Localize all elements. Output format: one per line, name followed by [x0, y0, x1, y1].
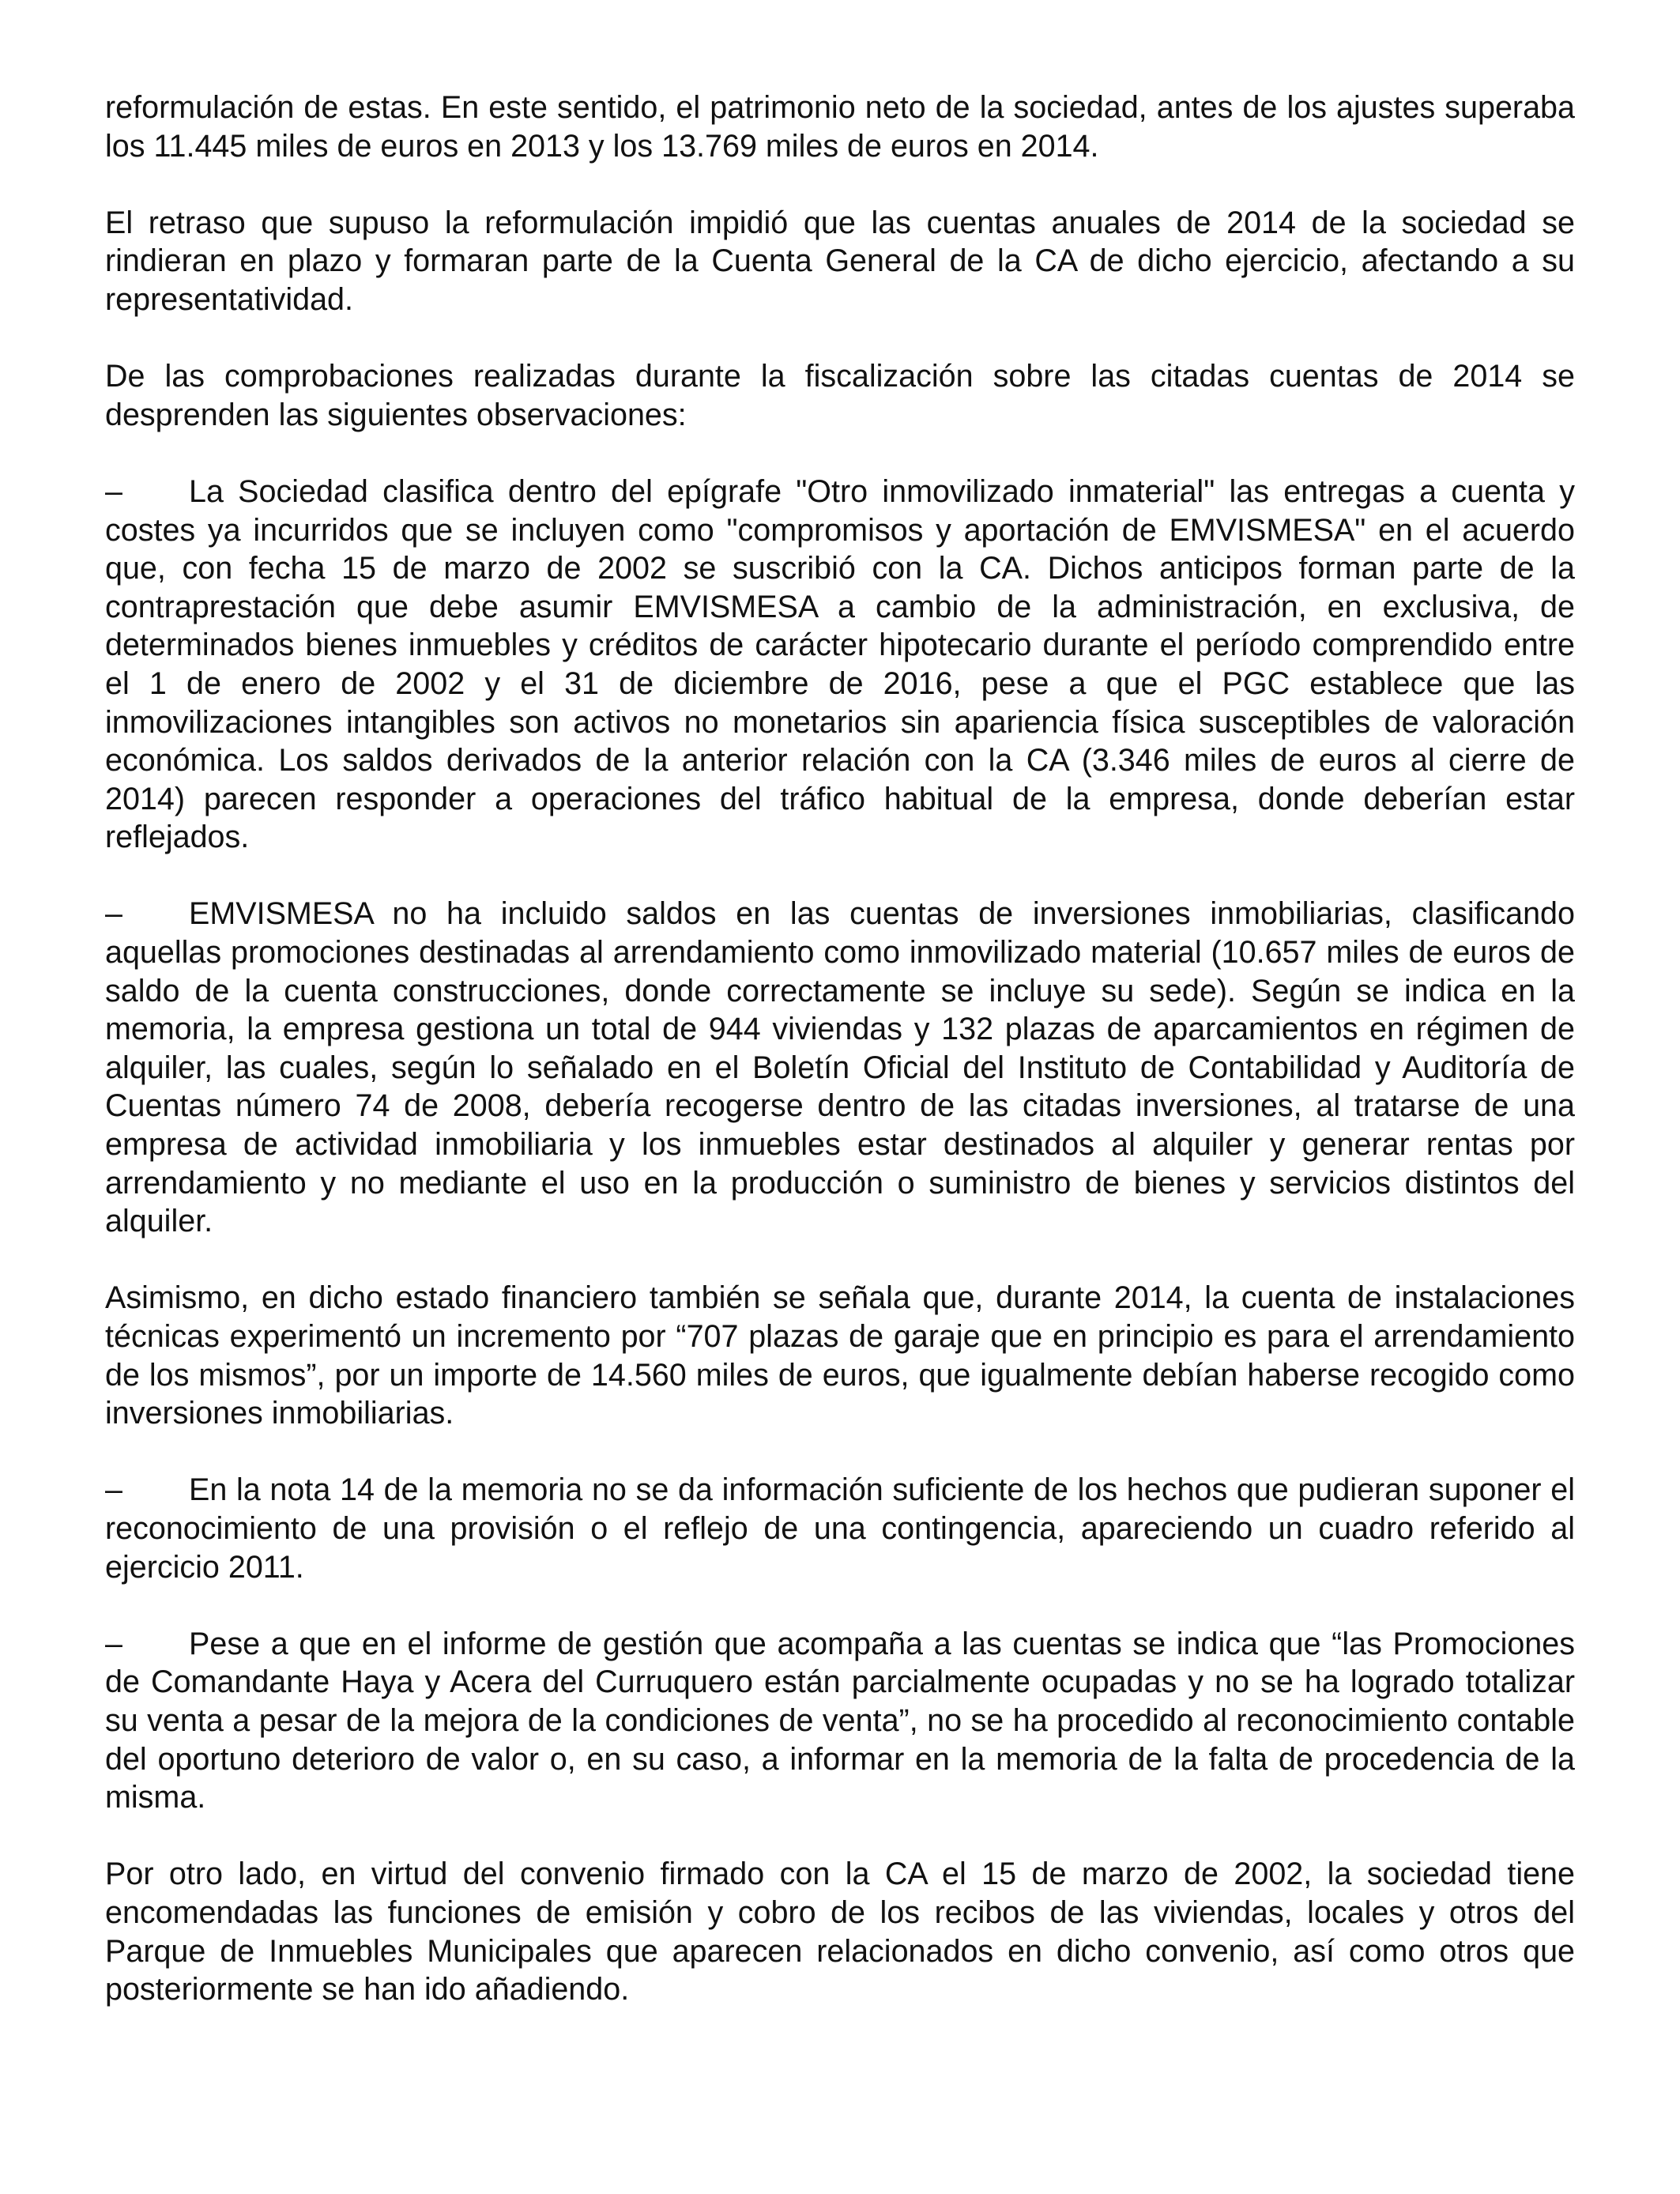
- paragraph-text: Por otro lado, en virtud del convenio firmado con la CA el 15 de marzo de 2002, la sociedad tiene encomendadas las funciones de emisión y cobro de los recibos de las viviendas, locales y otros del Parque de Inmuebles Municipales que aparecen relacionados en dicho convenio, así como otros que posteriormente se han ido añadiendo.: [105, 1857, 1575, 2007]
- paragraph-text: reformulación de estas. En este sentido, el patrimonio neto de la sociedad, antes de los ajustes superaba los 11.445 miles de euros en 2013 y los 13.769 miles de euros en 2014.: [105, 90, 1575, 164]
- paragraph-text: La Sociedad clasifica dentro del epígrafe "Otro inmovilizado inmaterial" las entregas a cuenta y costes ya incurridos que se incluyen como "compromisos y aportación de EMVISMESA" en el acuerdo que, con fecha 15 de marzo de 2002 se suscribió con la CA. Dichos anticipos forman parte de la contraprestación que debe asumir EMVISMESA a cambio de la administración, en exclusiva, de determinados bienes inmuebles y créditos de carácter hipotecario durante el período comprendido entre el 1 de enero de 2002 y el 31 de diciembre de 2016, pese a que el PGC establece que las inmovilizaciones intangibles son activos no monetarios sin apariencia física susceptibles de valoración económica. Los saldos derivados de la anterior relación con la CA (3.346 miles de euros al cierre de 2014) parecen responder a operaciones del tráfico habitual de la empresa, donde deberían estar reflejados.: [105, 473, 1575, 855]
- paragraph-text: El retraso que supuso la reformulación impidió que las cuentas anuales de 2014 de la sociedad se rindieran en plazo y formaran parte de la Cuenta General de la CA de dicho ejercicio, afectando a su representatividad.: [105, 205, 1575, 317]
- bullet-paragraph: [105, 895, 1575, 1240]
- paragraph: [105, 357, 1575, 434]
- dash-bullet-icon: –: [105, 896, 122, 932]
- paragraph-text: Pese a que en el informe de gestión que acompaña a las cuentas se indica que “las Promociones de Comandante Haya y Acera del Curruquero están parcialmente ocupadas y no se ha logrado totalizar su venta a pesar de la mejora de la condiciones de venta”, no se ha procedido al reconocimiento contable del oportuno deterioro de valor o, en su caso, a informar en la memoria de la falta de procedencia de la misma.: [105, 1626, 1575, 1815]
- dash-bullet-icon: –: [105, 1472, 122, 1508]
- bullet-paragraph: [105, 1625, 1575, 1817]
- paragraph: [105, 1279, 1575, 1432]
- dash-bullet-icon: –: [105, 473, 122, 509]
- paragraph-text: De las comprobaciones realizadas durante la fiscalización sobre las citadas cuentas de 2014 se desprenden las siguientes observaciones:: [105, 359, 1575, 432]
- bullet-paragraph: [105, 1471, 1575, 1586]
- bullet-paragraph: [105, 473, 1575, 857]
- paragraph-text: EMVISMESA no ha incluido saldos en las cuentas de inversiones inmobiliarias, clasificando aquellas promociones destinadas al arrendamiento como inmovilizado material (10.657 miles de euros de saldo de la cuenta construcciones, donde correctamente se incluye su sede). Según se indica en la memoria, la empresa gestiona un total de 944 viviendas y 132 plazas de aparcamientos en régimen de alquiler, las cuales, según lo señalado en el Boletín Oficial del Instituto de Contabilidad y Auditoría de Cuentas número 74 de 2008, debería recogerse dentro de las citadas inversiones, al tratarse de una empresa de actividad inmobiliaria y los inmuebles estar destinados al alquiler y generar rentas por arrendamiento y no mediante el uso en la producción o suministro de bienes y servicios distintos del alquiler.: [105, 896, 1575, 1239]
- paragraph-text: En la nota 14 de la memoria no se da información suficiente de los hechos que pudieran suponer el reconocimiento de una provisión o el reflejo de una contingencia, apareciendo un cuadro referido al ejercicio 2011.: [105, 1472, 1575, 1585]
- paragraph: [105, 1855, 1575, 2008]
- dash-bullet-icon: –: [105, 1626, 122, 1661]
- paragraph: [105, 89, 1575, 165]
- paragraph-text: Asimismo, en dicho estado financiero también se señala que, durante 2014, la cuenta de instalaciones técnicas experimentó un incremento por “707 plazas de garaje que en principio es para el arrendamiento de los mismos”, por un importe de 14.560 miles de euros, que igualmente debían haberse recogido como inversiones inmobiliarias.: [105, 1280, 1575, 1431]
- document-page: [105, 89, 1575, 2047]
- paragraph: [105, 204, 1575, 319]
